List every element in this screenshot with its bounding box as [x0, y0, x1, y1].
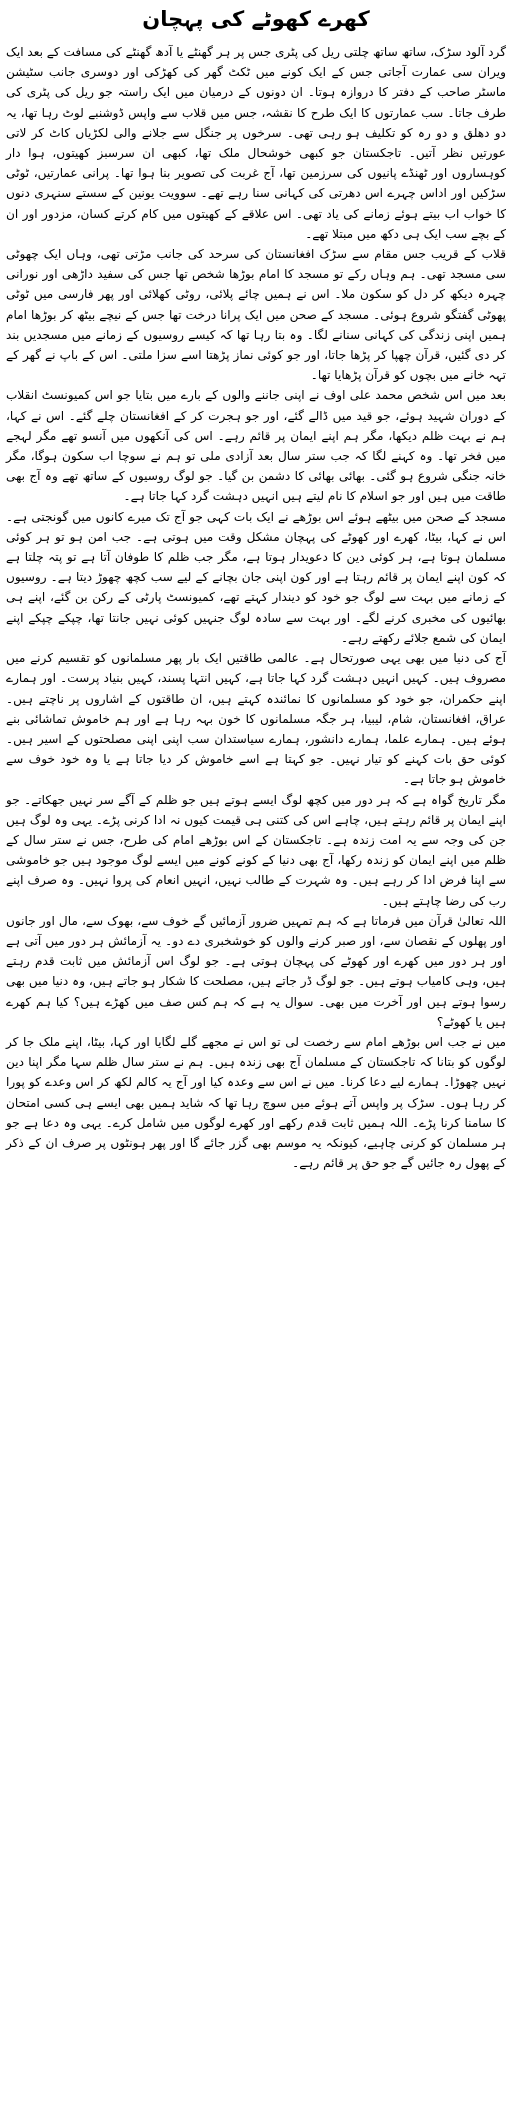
paragraph: اللہ تعالیٰ قرآن میں فرماتا ہے کہ ہم تمہیں ضرور آزمائیں گے خوف سے، بھوک سے، مال اور جانوں اور پھلوں کے نقصان سے، اور صبر کرنے والوں کو خوشخبری دے دو۔ یہ آزمائش ہر دور میں آتی ہے اور ہر دور میں کھرے اور کھوٹے کی پہچان ہوتی ہے۔ جو لوگ اس آزمائش میں ثابت قدم رہتے ہیں، وہی کامیاب ہوتے ہیں۔ جو لوگ ڈر جاتے ہیں، مصلحت کا شکار ہو جاتے ہیں، وہ دنیا میں بھی رسوا ہوتے ہیں اور آخرت میں بھی۔ سوال یہ ہے کہ ہم کس صف میں کھڑے ہیں؟ کیا ہم کھرے ہیں یا کھوٹے؟	[6, 913, 506, 1029]
paragraph: گرد آلود سڑک، ساتھ ساتھ چلتی ریل کی پٹری جس پر ہر گھنٹے یا آدھ گھنٹے کی مسافت کے بعد ایک ویران سی عمارت آجاتی جس کے ایک کونے میں ٹکٹ گھر کی کھڑکی اور دوسری جانب سٹیشن ماسٹر صاحب کے دفتر کا دروازہ ہوتا۔ ان دونوں کے درمیان میں ایک راستہ جو ریل کی پٹری کی طرف جاتا۔ سب عمارتوں کا ایک طرح کا نقشہ، جس میں قلاب سے واپس ڈوشنبے لوٹ رہا تھا، یہ دو دھلق و دو رہ کو تکلیف ہو رہی تھی۔ سرخوں پر جنگل سے جلانے والی لکڑیاں کاٹ کر لاتی عورتیں نظر آتیں۔ تاجکستان جو کبھی خوشحال ملک تھا، کبھی ان سرسبز کھیتوں، ہوا دار کوہساروں اور ٹھنڈے پانیوں کی سرزمین تھا، آج غربت کی تصویر بنا ہوا تھا۔ پرانی عمارتیں، ٹوٹی سڑکیں اور اداس چہرے اس دھرتی کی کہانی سنا رہے تھے۔ سوویت یونین کے سستے سنہری دنوں کا خواب اب بیتے ہوئے زمانے کی یاد تھی۔ اس علاقے کے کھیتوں میں کام کرتے کسان، مزدور اور ان کے بچے سب ایک ہی دکھ میں مبتلا تھے۔	[6, 45, 506, 241]
article-body	[6, 42, 506, 1173]
paragraph: آج کی دنیا میں بھی یہی صورتحال ہے۔ عالمی طاقتیں ایک بار پھر مسلمانوں کو تقسیم کرنے میں مصروف ہیں۔ کہیں انہیں دہشت گرد کہا جاتا ہے، کہیں انتہا پسند، کہیں بنیاد پرست۔ اور ہمارے اپنے حکمران، جو خود کو مسلمانوں کا نمائندہ کہتے ہیں، ان طاقتوں کے اشاروں پر ناچتے ہیں۔ عراق، افغانستان، شام، لیبیا، ہر جگہ مسلمانوں کا خون بہہ رہا ہے اور ہم خاموش تماشائی بنے ہوئے ہیں۔ ہمارے علما، ہمارے دانشور، ہمارے سیاستدان سب اپنی اپنی مصلحتوں کے اسیر ہیں۔ کوئی حق بات کہنے کو تیار نہیں۔ جو کہتا ہے اسے خاموش کر دیا جاتا ہے یا وہ خود خوف سے خاموش ہو جاتا ہے۔	[6, 651, 506, 787]
paragraph: قلاب کے قریب جس مقام سے سڑک افغانستان کی سرحد کی جانب مڑتی تھی، وہاں ایک چھوٹی سی مسجد تھی۔ ہم وہاں رکے تو مسجد کا امام بوڑھا شخص تھا جس کی سفید داڑھی اور نورانی چہرہ دیکھ کر دل کو سکون ملا۔ اس نے ہمیں چائے پلائی، روٹی کھلائی اور پھر فارسی میں ٹوٹی پھوٹی گفتگو شروع ہوئی۔ مسجد کے صحن میں ایک پرانا درخت تھا جس کے نیچے بیٹھ کر بوڑھا امام ہمیں اپنی زندگی کی کہانی سنانے لگا۔ وہ بتا رہا تھا کہ کیسے روسیوں کے زمانے میں مسجدیں بند کر دی گئیں، قرآن چھپا کر پڑھا جاتا، اور جو کوئی نماز پڑھتا اسے سزا ملتی۔ اس کے باپ نے گھر کے تہہ خانے میں بچوں کو قرآن پڑھایا تھا۔	[6, 247, 506, 383]
paragraph: مگر تاریخ گواہ ہے کہ ہر دور میں کچھ لوگ ایسے ہوتے ہیں جو ظلم کے آگے سر نہیں جھکاتے۔ جو اپنے ایمان پر قائم رہتے ہیں، چاہے اس کی کتنی ہی قیمت کیوں نہ ادا کرنی پڑے۔ یہی وہ لوگ ہیں جن کی وجہ سے یہ امت زندہ ہے۔ تاجکستان کے اس بوڑھے امام کی طرح، جس نے ستر سال کے ظلم میں اپنے ایمان کو زندہ رکھا، آج بھی دنیا کے کونے کونے میں ایسے لوگ موجود ہیں جو خاموشی سے اپنا فرض ادا کر رہے ہیں۔ وہ شہرت کے طالب نہیں، انہیں انعام کی پروا نہیں۔ وہ صرف اپنے رب کی رضا چاہتے ہیں۔	[6, 792, 506, 908]
paragraph: مسجد کے صحن میں بیٹھے ہوئے اس بوڑھے نے ایک بات کہی جو آج تک میرے کانوں میں گونجتی ہے۔ اس نے کہا، بیٹا، کھرے اور کھوٹے کی پہچان مشکل وقت میں ہوتی ہے۔ جب امن ہو تو ہر کوئی مسلمان ہوتا ہے، ہر کوئی دین کا دعویدار ہوتا ہے، مگر جب ظلم کا طوفان آتا ہے تو پتہ چلتا ہے کہ کون اپنے ایمان پر قائم رہتا ہے اور کون اپنی جان بچانے کے لیے سب کچھ چھوڑ دیتا ہے۔ روسیوں کے زمانے میں بہت سے لوگ جو خود کو دیندار کہتے تھے، کمیونسٹ پارٹی کے رکن بن گئے، اپنے ہی بھائیوں کی مخبری کرنے لگے۔ اور بہت سے سادہ لوگ جنہیں کوئی نہیں جانتا تھا، چپکے چپکے اپنے ایمان کی شمع جلائے رکھتے رہے۔	[6, 509, 506, 645]
paragraph: میں نے جب اس بوڑھے امام سے رخصت لی تو اس نے مجھے گلے لگایا اور کہا، بیٹا، اپنے ملک جا کر لوگوں کو بتانا کہ تاجکستان کے مسلمان آج بھی زندہ ہیں۔ ہم نے ستر سال ظلم سہا مگر اپنا دین نہیں چھوڑا۔ ہمارے لیے دعا کرنا۔ میں نے اس سے وعدہ کیا اور آج یہ کالم لکھ کر اس وعدے کو پورا کر رہا ہوں۔ سڑک پر واپس آتے ہوئے میں سوچ رہا تھا کہ شاید ہمیں بھی ایسے ہی کسی امتحان کا سامنا کرنا پڑے۔ اللہ ہمیں ثابت قدم رکھے اور کھرے لوگوں میں شامل کرے۔ یہی وہ دعا ہے جو ہر مسلمان کو کرنی چاہیے، کیونکہ یہ موسم بھی گزر جائے گا اور پھر ہونٹوں پر صرف ان کے ذکر کے پھول رہ جائیں گے جو حق پر قائم رہے۔	[6, 1034, 506, 1171]
headline: کھرے کھوٹے کی پہچان	[142, 7, 370, 31]
paragraph: بعد میں اس شخص محمد علی اوف نے اپنی جاننے والوں کے بارے میں بتایا جو اس کمیونسٹ انقلاب کے دوران شہید ہوئے، جو قید میں ڈالے گئے، اور جو ہجرت کر کے افغانستان چلے گئے۔ اس نے کہا، ہم نے بہت ظلم دیکھا، مگر ہم اپنے ایمان پر قائم رہے۔ اس کی آنکھوں میں آنسو تھے مگر لہجے میں فخر تھا۔ وہ کہنے لگا کہ جب ستر سال بعد آزادی ملی تو ہم نے سوچا اب سکون ہوگا، مگر خانہ جنگی شروع ہو گئی۔ بھائی بھائی کا دشمن بن گیا۔ جو لوگ روسیوں کے ساتھ تھے وہ آج بھی طاقت میں ہیں اور جو اسلام کا نام لیتے ہیں انہیں دہشت گرد کہا جاتا ہے۔	[6, 388, 506, 504]
